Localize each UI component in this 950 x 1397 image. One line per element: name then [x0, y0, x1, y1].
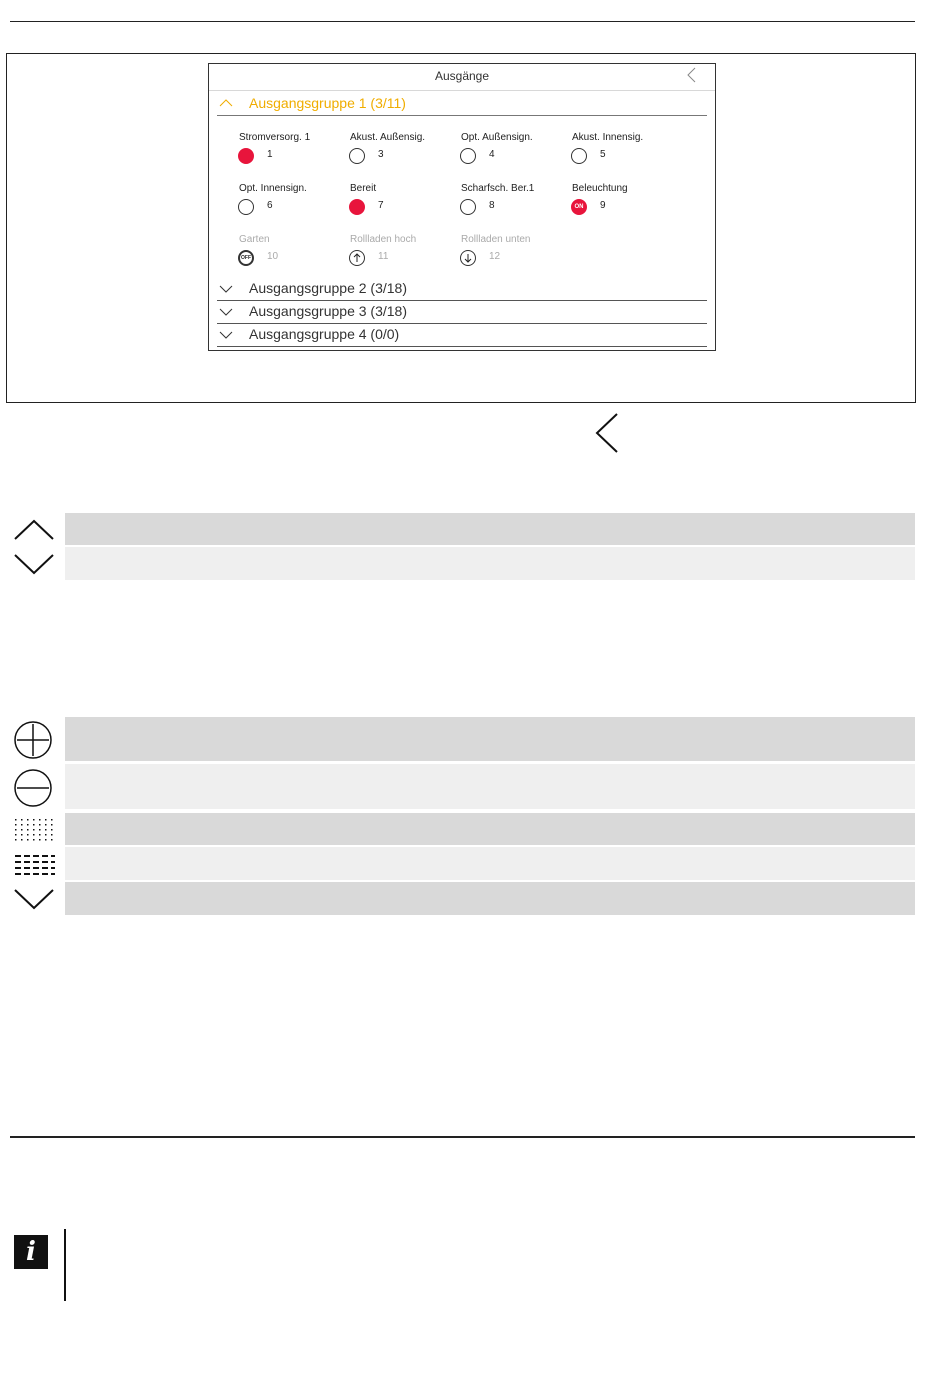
- back-icon: [593, 412, 623, 454]
- output-group-2[interactable]: [217, 278, 707, 301]
- output-item[interactable]: [239, 183, 349, 219]
- output-item[interactable]: [461, 132, 571, 168]
- output-number: 6: [267, 200, 273, 211]
- output-number: 12: [489, 251, 501, 262]
- back-icon[interactable]: [685, 67, 699, 83]
- output-item[interactable]: [239, 132, 349, 168]
- output-group-label: Ausgangsgruppe 2 (3/18): [249, 280, 407, 296]
- output-name: Bereit: [350, 183, 377, 194]
- chevron-down-icon: [219, 327, 233, 341]
- output-number: 7: [378, 200, 384, 211]
- output-name: Beleuchtung: [572, 183, 628, 194]
- output-number: 3: [378, 149, 384, 160]
- info-note-line: [64, 1229, 66, 1301]
- zoom-out-icon: [13, 768, 53, 808]
- output-item[interactable]: [239, 234, 349, 270]
- output-group-label: Ausgangsgruppe 4 (0/0): [249, 326, 400, 342]
- chevron-down-icon: [219, 281, 233, 295]
- output-item[interactable]: [572, 132, 682, 168]
- output-group-3[interactable]: [217, 301, 707, 324]
- chevron-down-icon: [219, 304, 233, 318]
- legend-row-dashed-grid: [3, 847, 915, 880]
- off-badge-icon: OFF: [238, 250, 254, 266]
- legend-row-dotted-grid: [3, 813, 915, 845]
- chevron-up-icon: [13, 518, 55, 542]
- on-badge-icon: ON: [571, 199, 587, 215]
- outputs-screen: [208, 63, 716, 351]
- inactive-indicator-icon: [349, 148, 365, 164]
- legend-description-bar: [65, 813, 915, 845]
- output-item[interactable]: [572, 183, 682, 219]
- active-indicator-icon: [238, 148, 254, 164]
- legend-description-bar: [65, 513, 915, 545]
- output-name: Opt. Außensign.: [461, 132, 533, 143]
- inactive-indicator-icon: [571, 148, 587, 164]
- legend-row-zoom-in: [3, 717, 915, 761]
- output-item[interactable]: [350, 132, 460, 168]
- output-group-label: Ausgangsgruppe 1 (3/11): [249, 95, 406, 111]
- legend-description-bar: [65, 717, 915, 761]
- top-rule: [10, 21, 915, 22]
- output-name: Rollladen unten: [461, 234, 531, 245]
- active-indicator-icon: [349, 199, 365, 215]
- output-item[interactable]: [461, 234, 571, 270]
- output-number: 8: [489, 200, 495, 211]
- output-group-label: Ausgangsgruppe 3 (3/18): [249, 303, 407, 319]
- output-name: Rollladen hoch: [350, 234, 417, 245]
- legend-description-bar: [65, 764, 915, 809]
- inactive-indicator-icon: [238, 199, 254, 215]
- legend-description-bar: [65, 882, 915, 915]
- dotted-grid-icon: [15, 819, 55, 841]
- screen-title: Ausgänge: [434, 69, 490, 83]
- output-group-1[interactable]: [217, 93, 707, 116]
- legend-description-bar: [65, 547, 915, 580]
- legend-description-bar: [65, 847, 915, 880]
- legend-row-chevron-up: [3, 513, 915, 545]
- inactive-indicator-icon: [460, 148, 476, 164]
- output-name: Akust. Innensig.: [572, 132, 644, 143]
- info-icon: i: [14, 1235, 48, 1269]
- inactive-indicator-icon: [460, 199, 476, 215]
- output-number: 4: [489, 149, 495, 160]
- legend-row-chevron-down: [3, 547, 915, 580]
- arrow-down-icon: [460, 250, 476, 266]
- legend-row-chevron-down: [3, 882, 915, 915]
- output-number: 5: [600, 149, 606, 160]
- arrow-up-icon: [349, 250, 365, 266]
- output-name: Scharfsch. Ber.1: [461, 183, 535, 194]
- output-name: Opt. Innensign.: [239, 183, 307, 194]
- output-number: 9: [600, 200, 606, 211]
- zoom-in-icon: [13, 720, 53, 760]
- section-rule: [10, 1136, 915, 1138]
- output-number: 10: [267, 251, 279, 262]
- output-item[interactable]: [350, 234, 460, 270]
- output-name: Stromversorg. 1: [239, 132, 311, 143]
- chevron-down-icon: [13, 887, 55, 911]
- chevron-down-icon: [13, 552, 55, 576]
- output-item[interactable]: [461, 183, 571, 219]
- legend-row-zoom-out: [3, 764, 915, 809]
- output-item[interactable]: [350, 183, 460, 219]
- output-number: 1: [267, 149, 273, 160]
- title-divider: [209, 90, 715, 91]
- dashed-grid-icon: [15, 854, 55, 876]
- output-name: Akust. Außensig.: [350, 132, 426, 143]
- output-group-4[interactable]: [217, 324, 707, 347]
- output-number: 11: [378, 251, 389, 262]
- output-name: Garten: [239, 234, 270, 245]
- chevron-up-icon: [219, 96, 233, 110]
